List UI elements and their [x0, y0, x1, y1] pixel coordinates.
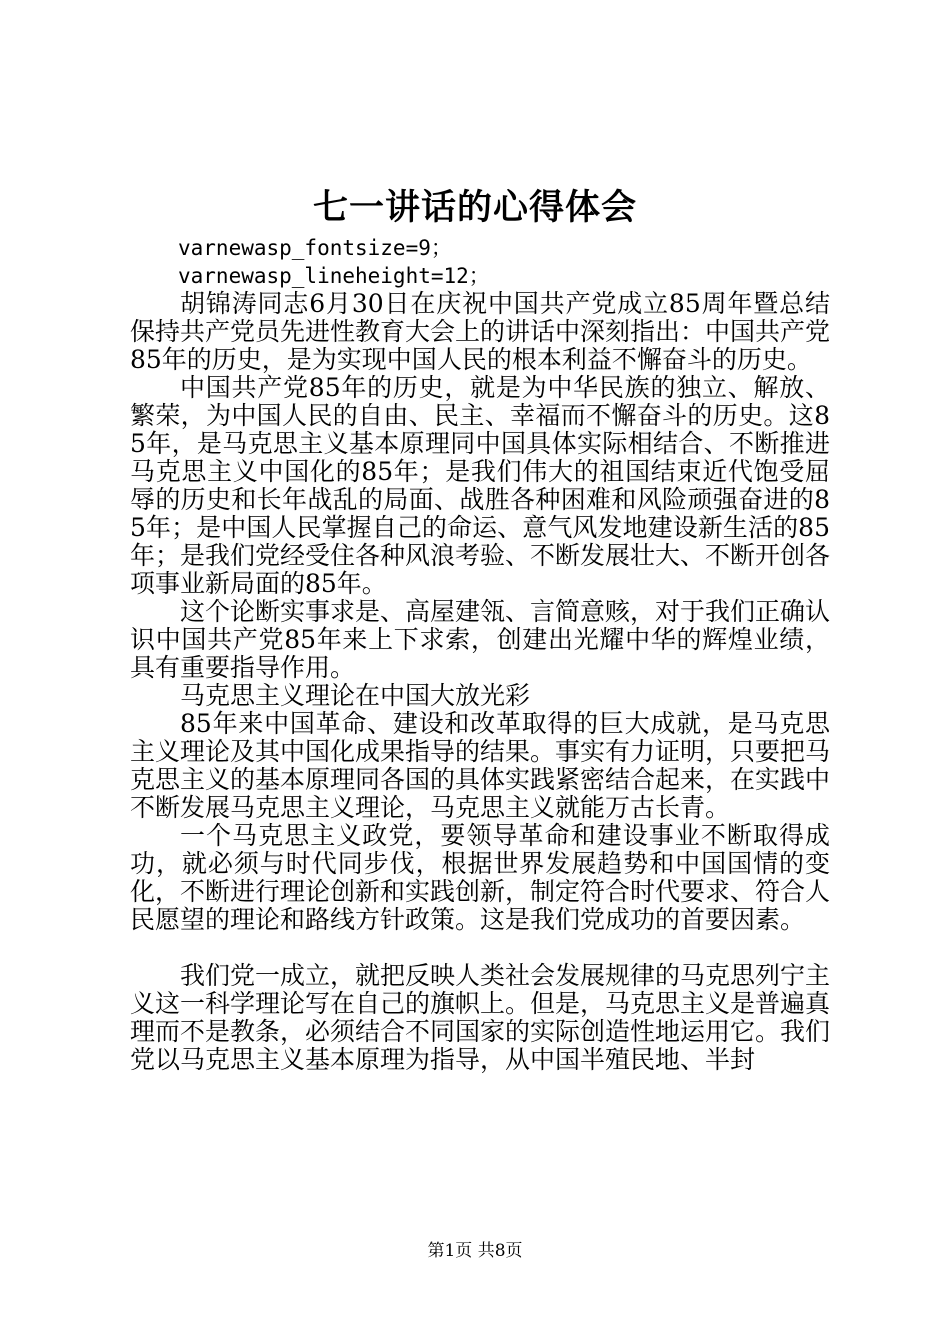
section-heading: 马克思主义理论在中国大放光彩 [180, 681, 531, 710]
paragraph: 85年来中国革命、建设和改革取得的巨大成就，是马克思主义理论及其中国化成果指导的结果。事实有力证明，只要把马克思主义的基本原理同各国的具体实践紧密结合起来，在实践中不断发展马克思主义理论，马克思主义就能万古长青。 [130, 709, 831, 822]
page-footer: 第1页 共8页 [427, 1241, 523, 1261]
document-body [130, 234, 830, 1074]
document-title: 七一讲话的心得体会 [312, 187, 637, 228]
code-line: varnewasp_fontsize=9； [178, 236, 452, 260]
paragraph: 一个马克思主义政党，要领导革命和建设事业不断取得成功，就必须与时代同步伐，根据世界发展趋势和中国国情的变化，不断进行理论创新和实践创新，制定符合时代要求、符合人民愿望的理论和路线方针政策。这是我们党成功的首要因素。 [130, 821, 831, 934]
code-line: varnewasp_lineheight=12； [178, 264, 490, 288]
paragraph: 这个论断实事求是、高屋建瓴、言简意赅，对于我们正确认识中国共产党85年来上下求索，创建出光耀中华的辉煌业绩，具有重要指导作用。 [130, 597, 831, 682]
paragraph: 中国共产党85年的历史，就是为中华民族的独立、解放、繁荣，为中国人民的自由、民主、幸福而不懈奋斗的历史。这85年，是马克思主义基本原理同中国具体实际相结合、不断推进马克思主义中国化的85年；是我们伟大的祖国结束近代饱受屈辱的历史和长年战乱的局面、战胜各种困难和风险顽强奋进的85年；是中国人民掌握自己的命运、意气风发地建设新生活的85年；是我们党经受住各种风浪考验、不断发展壮大、不断开创各项事业新局面的85年。 [130, 373, 831, 598]
paragraph: 我们党一成立，就把反映人类社会发展规律的马克思列宁主义这一科学理论写在自己的旗帜上。但是，马克思主义是普遍真理而不是教条，必须结合不同国家的实际创造性地运用它。我们党以马克思主义基本原理为指导，从中国半殖民地、半封 [130, 961, 831, 1074]
paragraph: 胡锦涛同志6月30日在庆祝中国共产党成立85周年暨总结保持共产党员先进性教育大会上的讲话中深刻指出：中国共产党85年的历史，是为实现中国人民的根本利益不懈奋斗的历史。 [130, 289, 831, 374]
paragraph-spacer [130, 934, 830, 962]
